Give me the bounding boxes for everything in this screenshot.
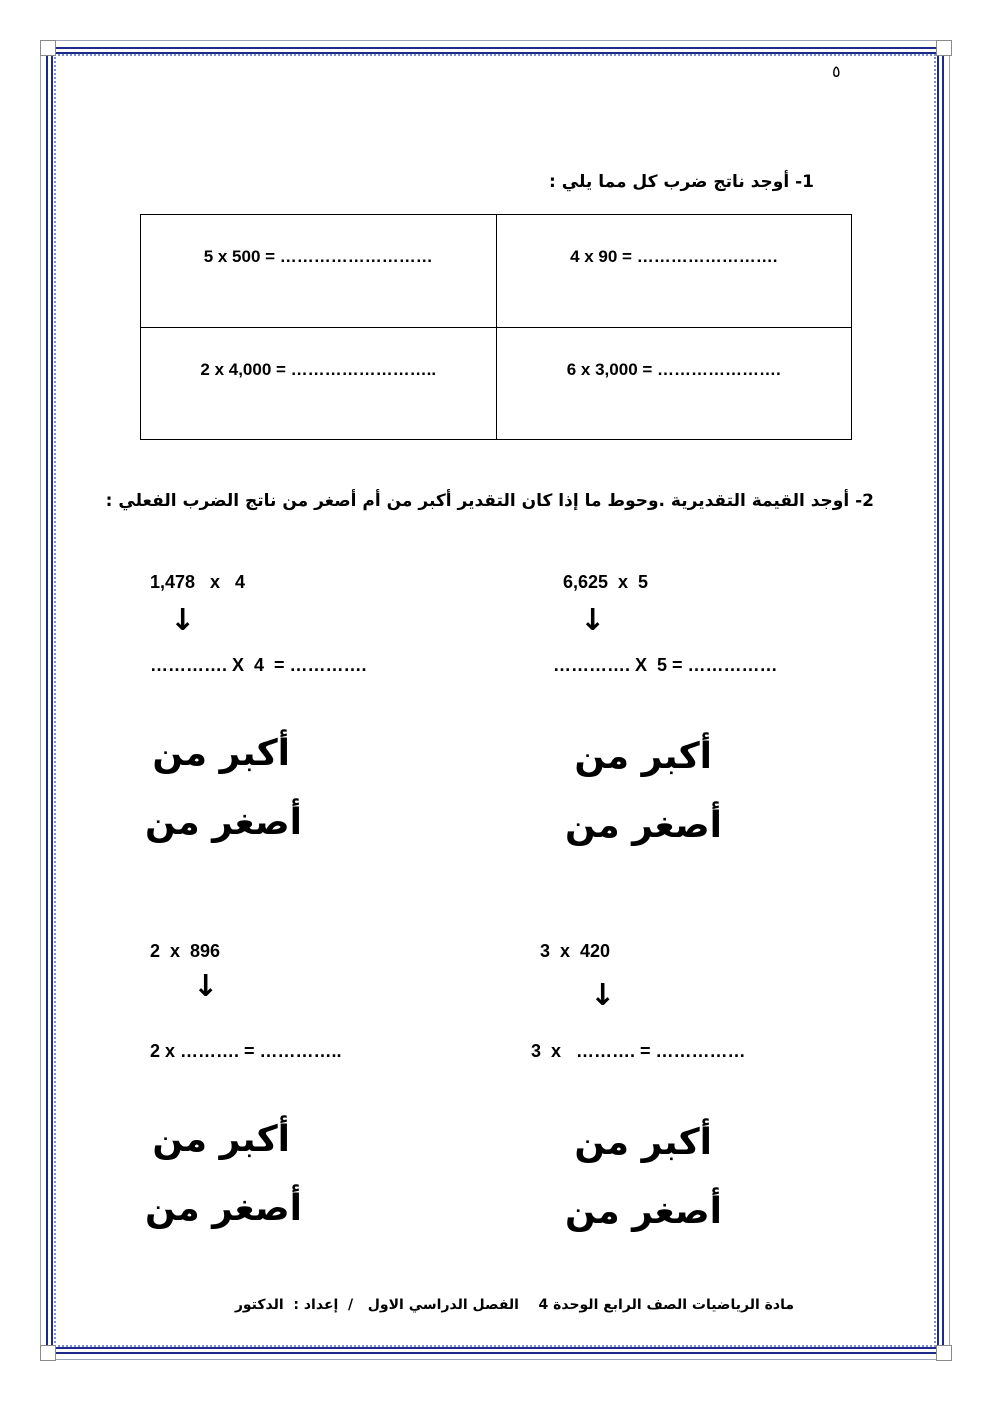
down-arrow-icon: ↓ — [170, 603, 196, 638]
estimate-line: 3 x ………. = …………… — [531, 1041, 746, 1061]
greater-than-choice: أكبر من — [152, 733, 290, 774]
less-than-choice: أصغر من — [564, 805, 722, 846]
problem-expression: 2 x 896 — [150, 941, 221, 961]
greater-than-choice: أكبر من — [574, 1122, 712, 1163]
estimate-line: …………. X 4 = …………. — [150, 655, 367, 675]
estimate-line: …………. X 5 = …………… — [553, 655, 778, 675]
question-2-title: 2- أوجد القيمة التقديرية .وحوط ما إذا كان التقدير أكبر من أم أصغر من ناتج الضرب الفعلي : — [105, 491, 874, 511]
question-1-title: 1- أوجد ناتج ضرب كل مما يلي : — [549, 172, 814, 192]
table-cell: 4 x 90 = ……………………. — [496, 215, 852, 328]
multiplication-table — [140, 214, 852, 440]
problem-expression: 6,625 x 5 — [563, 572, 649, 592]
table-cell: 5 x 500 = ……………………… — [141, 215, 497, 328]
greater-than-choice: أكبر من — [152, 1119, 290, 1160]
table-cell: 2 x 4,000 = …………………….. — [141, 327, 497, 440]
table-cell: 6 x 3,000 = …………………. — [496, 327, 852, 440]
page-number: ٥ — [832, 62, 841, 81]
greater-than-choice: أكبر من — [574, 736, 712, 777]
estimate-line: 2 x ………. = ………….. — [150, 1041, 342, 1061]
border-corner — [936, 40, 952, 56]
page-footer: مادة الرياضيات الصف الرابع الوحدة 4 الفصل الدراسي الاول / إعداد : الدكتور — [234, 1297, 794, 1313]
down-arrow-icon: ↓ — [590, 978, 616, 1013]
problem-expression: 1,478 x 4 — [150, 572, 246, 592]
border-corner — [40, 40, 56, 56]
less-than-choice: أصغر من — [564, 1191, 722, 1232]
less-than-choice: أصغر من — [144, 1188, 302, 1229]
less-than-choice: أصغر من — [144, 802, 302, 843]
problem-expression: 3 x 420 — [540, 941, 611, 961]
border-corner — [936, 1345, 952, 1361]
down-arrow-icon: ↓ — [580, 603, 606, 638]
down-arrow-icon: ↓ — [193, 969, 219, 1004]
border-corner — [40, 1345, 56, 1361]
